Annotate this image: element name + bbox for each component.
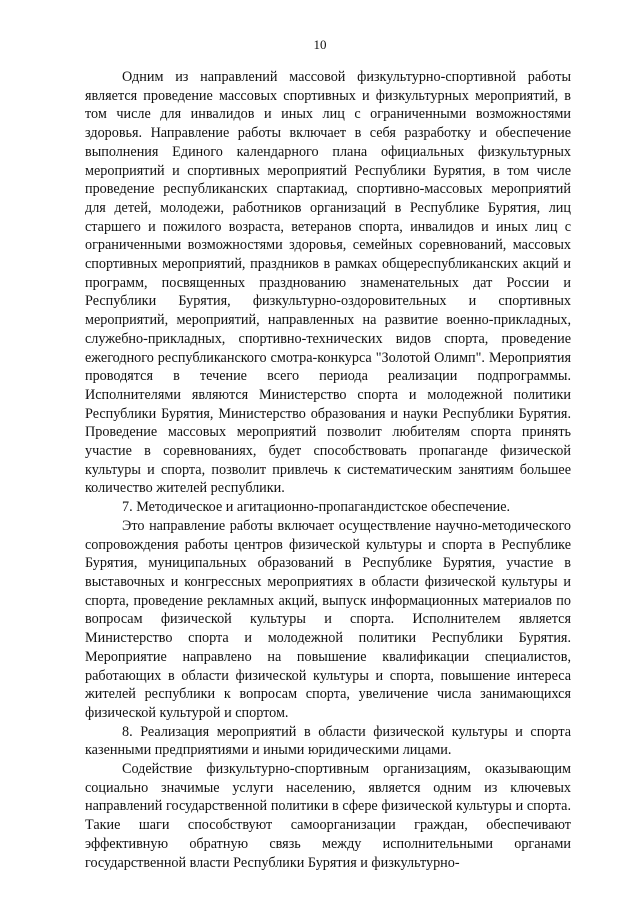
paragraph-section-8-heading: 8. Реализация мероприятий в области физической культуры и спорта казенными предприятиями и иными юридическими лицами. — [85, 723, 571, 759]
paragraph-methodical-support: Это направление работы включает осуществление научно-методического сопровождения работы центров физической культуры и спорта в Республике Бурятия, муниципальных образований в Республике Бурятия, участие в выставочных и конгрессных мероприятиях в области физической культуры и спорта, проведение рекламных акций, выпуск информационных материалов по вопросам физической культуры и спорта. Исполнителем является Министерство спорта и молодежной политики Республики Бурятия. Мероприятие направлено на повышение квалификации специалистов, работающих в области физической культуры и спорта, повышение интереса жителей республики к вопросам спорта, увеличение числа занимающихся физической культурой и спортом. — [85, 517, 571, 721]
document-body — [85, 68, 571, 872]
paragraph-section-7-heading: 7. Методическое и агитационно-пропагандистское обеспечение. — [122, 499, 511, 516]
page-number: 10 — [313, 37, 327, 52]
paragraph-mass-sports-events: Одним из направлений массовой физкультурно-спортивной работы является проведение массовых спортивных и физкультурных мероприятий, в том числе для инвалидов и иных лиц с ограниченными возможностями здоровья. Направление работы включает в себя разработку и обеспечение выполнения Единого календарного плана официальных физкультурных мероприятий и спортивных мероприятий Республики Бурятия, в том числе проведение республиканских спартакиад, спортивно-массовых мероприятий для детей, молодежи, работников организаций в Республике Бурятия, лиц старшего и пожилого возраста, ветеранов спорта, инвалидов и иных лиц с ограниченными возможностями здоровья, семейных соревнований, массовых спортивных мероприятий, праздников в рамках общереспубликанских акций и программ, посвященных празднованию знаменательных дат России и Республики Бурятия, физкультурно-оздоровительных и спортивных мероприятий, мероприятий, направленных на развитие военно-прикладных, служебно-прикладных, спортивно-технических видов спорта, проведение ежегодного республиканского смотра-конкурса "Золотой Олимп". Мероприятия проводятся в течение всего периода реализации подпрограммы. Исполнителями являются Министерство спорта и молодежной политики Республики Бурятия, Министерство образования и науки Республики Бурятия. Проведение массовых мероприятий позволит любителям спорта принять участие в соревнованиях, будет способствовать пропаганде физической культуры и спорта, позволит привлечь к систематическим занятиям большее количество жителей республики. — [85, 69, 571, 497]
paragraph-assistance-organizations: Содействие физкультурно-спортивным организациям, оказывающим социально значимые услуги населению, является одним из ключевых направлений государственной политики в сфере физической культуры и спорта. Такие шаги способствуют самоорганизации граждан, обеспечивают эффективную обратную связь между исполнительными органами государственной власти Республики Бурятия и физкультурно- — [85, 761, 571, 871]
